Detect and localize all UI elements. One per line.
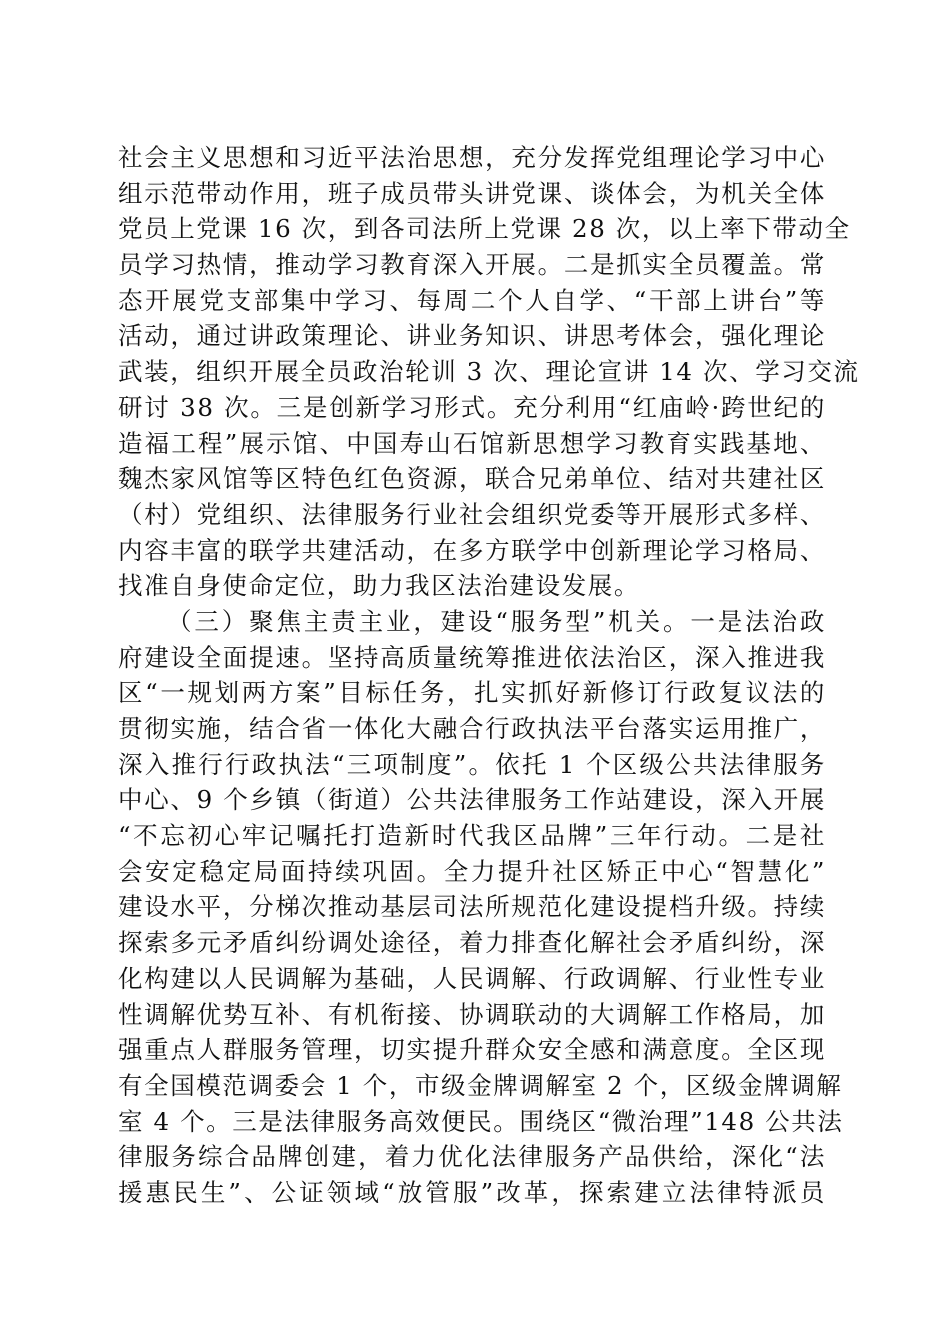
text-line: 内容丰富的联学共建活动，在多方联学中创新理论学习格局、	[118, 535, 826, 565]
text-line: 深入推行行政执法“三项制度”。依托 1 个区级公共法律服务	[118, 749, 826, 779]
text-line: 态开展党支部集中学习、每周二个人自学、“干部上讲台”等	[118, 285, 826, 315]
text-line: 中心、9 个乡镇（街道）公共法律服务工作站建设，深入开展	[118, 785, 826, 815]
text-line: 党员上党课 16 次，到各司法所上党课 28 次，以上率下带动全	[118, 214, 851, 244]
text-line: 强重点人群服务管理，切实提升群众安全感和满意度。全区现	[118, 1035, 826, 1065]
text-line: 造福工程”展示馆、中国寿山石馆新思想学习教育实践基地、	[118, 428, 826, 458]
text-line: 社会主义思想和习近平法治思想，充分发挥党组理论学习中心	[118, 143, 826, 172]
text-line: 有全国模范调委会 1 个，市级金牌调解室 2 个，区级金牌调解	[118, 1070, 843, 1100]
body-text	[118, 140, 860, 1211]
text-line: 武装，组织开展全员政治轮训 3 次、理论宣讲 14 次、学习交流	[118, 357, 860, 387]
text-line: 会安定稳定局面持续巩固。全力提升社区矫正中心“智慧化”	[118, 856, 826, 886]
text-line: 区“一规划两方案”目标任务，扎实抓好新修订行政复议法的	[118, 678, 826, 708]
text-line: （村）党组织、法律服务行业社会组织党委等开展形式多样、	[118, 499, 826, 529]
text-line: 援惠民生”、公证领域“放管服”改革，探索建立法律特派员	[118, 1177, 826, 1207]
section-heading-line: （三）聚焦主责主业，建设“服务型”机关。一是法治政	[167, 606, 826, 636]
text-line: 研讨 38 次。三是创新学习形式。充分利用“红庙岭·跨世纪的	[118, 392, 826, 422]
text-line: 府建设全面提速。坚持高质量统筹推进依法治区，深入推进我	[118, 642, 826, 672]
text-line: 化构建以人民调解为基础，人民调解、行政调解、行业性专业	[118, 963, 826, 993]
text-line: 贯彻实施，结合省一体化大融合行政执法平台落实运用推广，	[118, 714, 826, 743]
text-line: 律服务综合品牌创建，着力优化法律服务产品供给，深化“法	[118, 1142, 826, 1172]
text-line: 员学习热情，推动学习教育深入开展。二是抓实全员覆盖。常	[118, 250, 826, 280]
text-line: 组示范带动作用，班子成员带头讲党课、谈体会，为机关全体	[118, 178, 826, 208]
text-line: “不忘初心牢记嘱托打造新时代我区品牌”三年行动。二是社	[118, 821, 826, 851]
paragraph-end-line: 找准自身使命定位，助力我区法治建设发展。	[118, 571, 640, 601]
text-line: 探索多元矛盾纠纷调处途径，着力排查化解社会矛盾纠纷，深	[118, 928, 826, 958]
text-line: 室 4 个。三是法律服务高效便民。围绕区“微治理”148 公共法	[118, 1106, 844, 1136]
text-line: 魏杰家风馆等区特色红色资源，联合兄弟单位、结对共建社区	[118, 464, 826, 494]
text-line: 活动，通过讲政策理论、讲业务知识、讲思考体会，强化理论	[118, 321, 826, 351]
text-line: 建设水平，分梯次推动基层司法所规范化建设提档升级。持续	[118, 892, 826, 922]
text-line: 性调解优势互补、有机衔接、协调联动的大调解工作格局，加	[118, 999, 826, 1029]
